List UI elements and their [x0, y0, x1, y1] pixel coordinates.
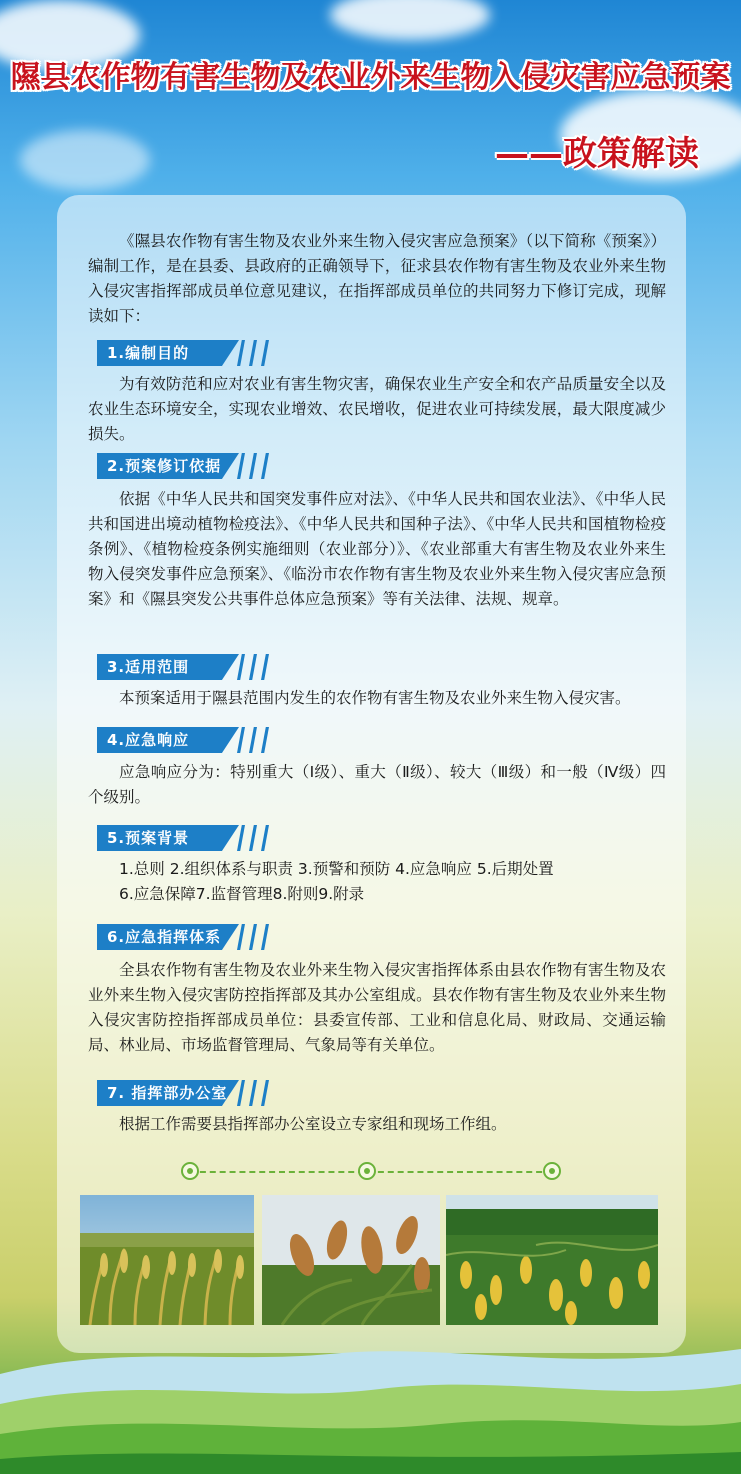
- divider-dot-icon: [181, 1162, 199, 1180]
- section-text-2: 依据《中华人民共和国突发事件应对法》、《中华人民共和国农业法》、《中华人民共和国进出境动植物检疫法》、《中华人民共和国种子法》、《中华人民共和国植物检疫条例》、《植物检疫条例实施细则（农业部分）》、《农业部重大有害生物及农业外来生物入侵突发事件应急预案》、《临汾市农作物有害生物及农业外来生物入侵灾害应急预案》和《隰县突发公共事件总体应急预案》等有关法律、法规、规章。: [88, 490, 666, 608]
- corn-field-photo: [446, 1195, 658, 1325]
- section-text-7: 根据工作需要县指挥部办公室设立专家组和现场工作组。: [119, 1115, 507, 1133]
- section-label: 3.适用范围: [107, 658, 190, 676]
- divider-dot-icon: [543, 1162, 561, 1180]
- section-text-5: [88, 857, 666, 907]
- outline-line-1: 1.总则 2.组织体系与职责 3.预警和预防 4.应急响应 5.后期处置: [119, 860, 554, 878]
- page-subtitle: ——政策解读: [495, 134, 699, 174]
- cloud: [20, 130, 150, 190]
- section-heading-4: [97, 727, 269, 753]
- millet-field-photo: [262, 1195, 440, 1325]
- section-label: 1.编制目的: [107, 344, 190, 362]
- section-label: 5.预案背景: [107, 829, 190, 847]
- intro-text: 《隰县农作物有害生物及农业外来生物入侵灾害应急预案》（以下简称《预案》）编制工作，是在县委、县政府的正确领导下，征求县农作物有害生物及农业外来生物入侵灾害指挥部成员单位意见建议，在指挥部成员单位的共同努力下修订完成，现解读如下：: [88, 232, 666, 325]
- section-heading-1: [97, 340, 269, 366]
- page-title: 隰县农作物有害生物及农业外来生物入侵灾害应急预案: [10, 60, 731, 95]
- green-hills: [0, 1334, 741, 1474]
- section-label: 6.应急指挥体系: [107, 928, 222, 946]
- section-text-4: 应急响应分为：特别重大（Ⅰ级）、重大（Ⅱ级）、较大（Ⅲ级）和一般（Ⅳ级）四个级别。: [88, 763, 666, 806]
- section-text-3: 本预案适用于隰县范围内发生的农作物有害生物及农业外来生物入侵灾害。: [119, 689, 631, 707]
- section-heading-6: [97, 924, 269, 950]
- divider-dot-icon: [358, 1162, 376, 1180]
- rice-field-photo: [80, 1195, 254, 1325]
- section-heading-2: [97, 453, 269, 479]
- section-heading-3: [97, 654, 269, 680]
- section-label: 4.应急响应: [107, 731, 190, 749]
- section-label: 7. 指挥部办公室: [107, 1084, 228, 1102]
- outline-line-2: 6.应急保障7.监督管理8.附则9.附录: [119, 885, 365, 903]
- section-text-1: 为有效防范和应对农业有害生物灾害，确保农业生产安全和农产品质量安全以及农业生态环境安全，实现农业增效、农民增收，促进农业可持续发展，最大限度减少损失。: [88, 375, 666, 443]
- section-label: 2.预案修订依据: [107, 457, 222, 475]
- section-text-6: 全县农作物有害生物及农业外来生物入侵灾害指挥体系由县农作物有害生物及农业外来生物入侵灾害防控指挥部及其办公室组成。县农作物有害生物及农业外来生物入侵灾害防控指挥部成员单位：县委宣传部、工业和信息化局、财政局、交通运输局、林业局、市场监督管理局、气象局等有关单位。: [88, 961, 666, 1054]
- section-heading-7: [97, 1080, 269, 1106]
- section-heading-5: [97, 825, 269, 851]
